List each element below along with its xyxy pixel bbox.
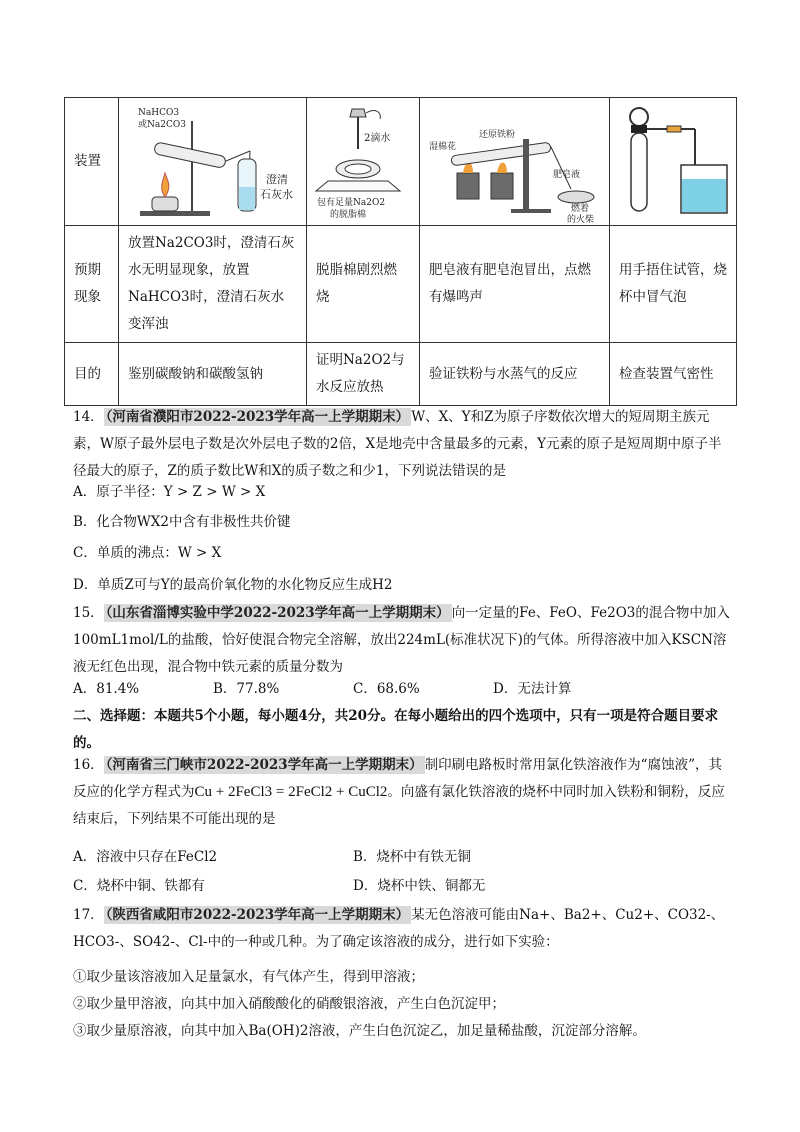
q14-option-c[interactable]: C．单质的沸点：W > X — [73, 545, 222, 561]
device-4-cell — [610, 98, 737, 226]
device-1-label-1: NaHCO3 — [137, 108, 179, 118]
q17-number: 17． — [73, 907, 104, 923]
device-1-label-4: 石灰水 — [259, 188, 293, 201]
device-3-label-5: 的火柴 — [566, 215, 594, 224]
q14-source: （河南省濮阳市2022-2023学年高一上学期期末） — [105, 409, 410, 425]
section-2-heading: 二、选择题：本题共5个小题，每小题4分，共20分。在每小题给出的四个选项中，只有一项是符合题目要求的。 — [73, 708, 719, 751]
q16-option-b[interactable]: B．烧杯中有铁无铜 — [353, 849, 471, 865]
experiment-table — [64, 97, 737, 406]
q15-source: （山东省淄博实验中学2022-2023学年高一上学期期末） — [105, 605, 450, 621]
device-3-label-1: 还原铁粉 — [478, 130, 515, 140]
q16-option-d[interactable]: D．烧杯中铁、铜都无 — [353, 878, 486, 894]
purpose-4: 检查装置气密性 — [610, 343, 737, 406]
q16-stem-b: 。向盛有氯化铁溶液的烧杯中同时加入铁粉和铜粉，反应结束后，下列结果不可能出现的是 — [73, 784, 725, 827]
q15-option-d[interactable]: D．无法计算 — [493, 681, 572, 697]
device-3-label-4: 燃着 — [570, 204, 589, 214]
question-15 — [73, 600, 733, 681]
q17-step-2: ②取少量甲溶液，向其中加入硝酸酸化的硝酸银溶液，产生白色沉淀甲； — [73, 996, 505, 1012]
q15-option-a[interactable]: A．81.4% — [73, 681, 140, 697]
q17-source: （陕西省咸阳市2022-2023学年高一上学期期末） — [105, 907, 410, 923]
q14-option-a[interactable]: A．原子半径：Y > Z > W > X — [73, 484, 266, 500]
device-1-label-2: 或Na2CO3 — [137, 120, 186, 130]
device-2-label-1: 2滴水 — [363, 133, 390, 144]
device-header: 装置 — [65, 98, 119, 226]
phenomenon-header: 预期现象 — [65, 226, 119, 343]
phenomenon-2: 脱脂棉剧烈燃烧 — [307, 226, 420, 343]
device-2-label-2: 包有足量Na2O2 — [316, 198, 385, 208]
phenomenon-4: 用手捂住试管，烧杯中冒气泡 — [610, 226, 737, 343]
q15-stem: 向一定量的Fe、FeO、Fe2O3的混合物中加入100mL1mol/L的盐酸，恰好使混合物完全溶解，放出224mL(标准状况下)的气体。所得溶液中加入KSCN溶液无红色出现，混合物中铁元素的质量分数为 — [73, 605, 730, 675]
purpose-header: 目的 — [65, 343, 119, 406]
q17-stem: 某无色溶液可能由Na+、Ba2+、Cu2+、CO32-、HCO3-、SO42-、Cl-中的一种或几种。为了确定该溶液的成分，进行如下实验： — [73, 907, 725, 950]
device-3-label-2: 湿棉花 — [428, 142, 456, 152]
device-4-airtightness-apparatus — [611, 99, 736, 224]
q16-equation: Cu + 2FeCl3 = 2FeCl2 + CuCl2 — [194, 784, 388, 800]
q16-number: 16． — [73, 757, 104, 773]
device-1-cell — [119, 98, 307, 226]
question-17 — [73, 902, 733, 956]
device-2-label-3: 的脱脂棉 — [329, 210, 366, 220]
device-2-na2o2-cotton — [308, 99, 419, 224]
q17-step-3: ③取少量原溶液，向其中加入Ba(OH)2溶液，产生白色沉淀乙，加足量稀盐酸，沉淀部分溶解。 — [73, 1023, 646, 1039]
q14-stem: W、X、Y和Z为原子序数依次增大的短周期主族元素，W原子最外层电子数是次外层电子数的2倍，X是地壳中含量最多的元素，Y元素的原子是短周期中原子半径最大的原子，Z的质子数比W和X的质子数之和少1，下列说法错误的是 — [73, 409, 722, 479]
device-1-label-3: 澄清 — [265, 173, 288, 186]
device-3-cell — [420, 98, 610, 226]
q16-option-a[interactable]: A．溶液中只存在FeCl2 — [73, 849, 218, 865]
phenomenon-1: 放置Na2CO3时，澄清石灰水无明显现象，放置NaHCO3时，澄清石灰水变浑浊 — [119, 226, 307, 343]
q16-stem-a: 制印刷电路板时常用氯化铁溶液作为“腐蚀液”，其反应的化学方程式为 — [73, 757, 722, 800]
phenomenon-3: 肥皂液有肥皂泡冒出，点燃有爆鸣声 — [420, 226, 610, 343]
device-3-iron-steam-apparatus — [421, 99, 609, 224]
q15-option-b[interactable]: B．77.8% — [213, 681, 280, 697]
q14-option-d[interactable]: D．单质Z可与Y的最高价氧化物的水化物反应生成H2 — [73, 577, 393, 593]
q14-number: 14． — [73, 409, 104, 425]
device-2-cell — [307, 98, 420, 226]
phenomenon-row — [65, 226, 737, 343]
q16-option-c[interactable]: C．烧杯中铜、铁都有 — [73, 878, 205, 894]
q15-option-c[interactable]: C．68.6% — [353, 681, 420, 697]
purpose-2: 证明Na2O2与水反应放热 — [307, 343, 420, 406]
device-row — [65, 98, 737, 226]
q17-step-1: ①取少量该溶液加入足量氯水，有气体产生，得到甲溶液； — [73, 969, 424, 985]
device-3-label-3: 肥皂液 — [552, 170, 580, 180]
q15-number: 15． — [73, 605, 104, 621]
question-16 — [73, 752, 733, 833]
purpose-row — [65, 343, 737, 406]
purpose-3: 验证铁粉与水蒸气的反应 — [420, 343, 610, 406]
device-1-heating-apparatus — [120, 99, 306, 224]
q16-source: （河南省三门峡市2022-2023学年高一上学期期末） — [105, 757, 423, 773]
question-14 — [73, 404, 733, 485]
q14-option-b[interactable]: B．化合物WX2中含有非极性共价键 — [73, 514, 291, 530]
purpose-1: 鉴别碳酸钠和碳酸氢钠 — [119, 343, 307, 406]
